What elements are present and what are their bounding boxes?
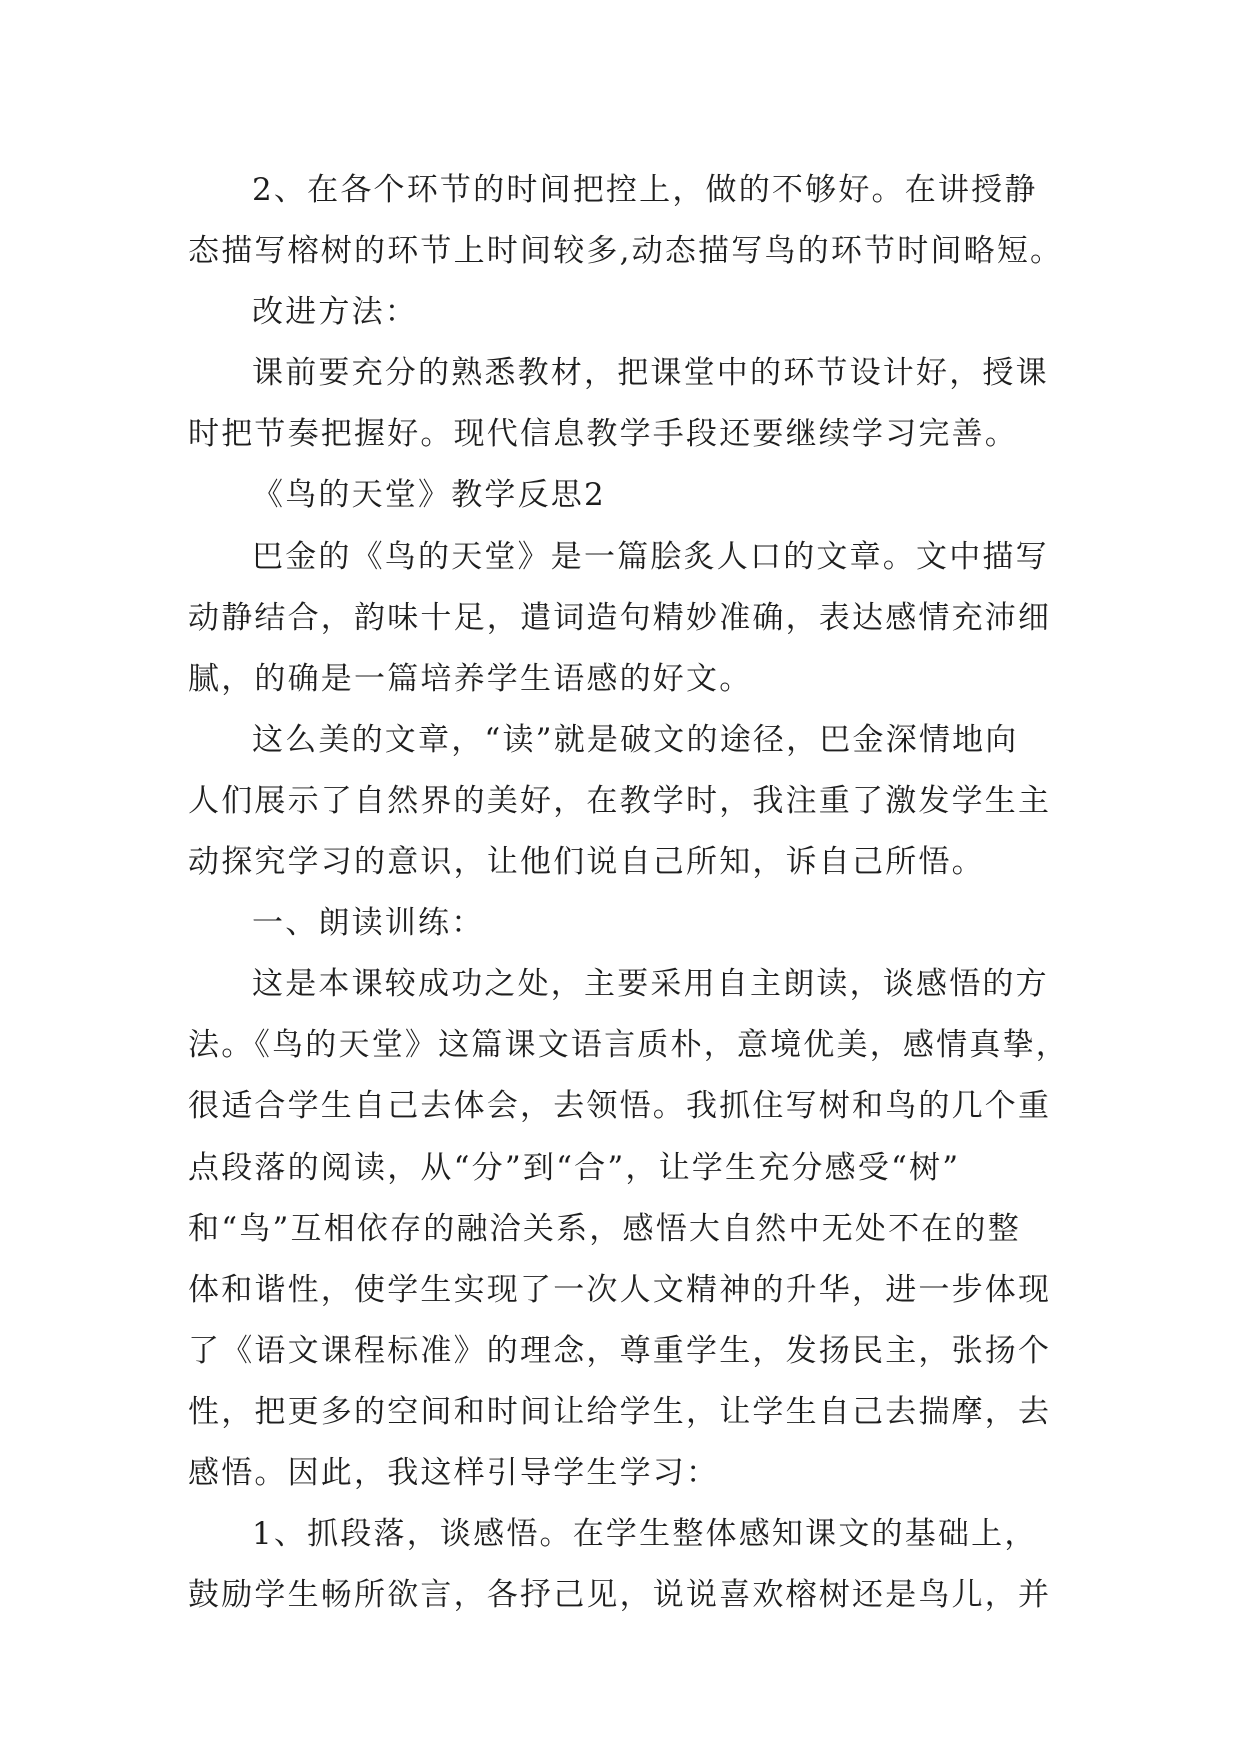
text-line: 了《语文课程标准》的理念，尊重学生，发扬民主，张扬个 xyxy=(188,1332,1052,1369)
section-title: 《鸟的天堂》教学反思2 xyxy=(252,477,606,514)
text-line: 体和谐性，使学生实现了一次人文精神的升华，进一步体现 xyxy=(188,1271,1052,1308)
text-line: 很适合学生自己去体会，去领悟。我抓住写树和鸟的几个重 xyxy=(188,1088,1052,1125)
text-line: 法。《鸟的天堂》这篇课文语言质朴，意境优美，感情真挚， xyxy=(188,1027,1069,1064)
text-line: 2、在各个环节的时间把控上，做的不够好。在讲授静 xyxy=(252,172,1038,208)
text-line: 性，把更多的空间和时间让给学生，让学生自己去揣摩，去 xyxy=(188,1393,1052,1430)
text-line: 课前要充分的熟悉教材，把课堂中的环节设计好，授课 xyxy=(252,355,1049,392)
text-line: 人们展示了自然界的美好，在教学时，我注重了激发学生主 xyxy=(188,782,1052,819)
text-line: 这是本课较成功之处，主要采用自主朗读，谈感悟的方 xyxy=(252,966,1049,1003)
text-line: 巴金的《鸟的天堂》是一篇脍炙人口的文章。文中描写 xyxy=(252,538,1049,575)
text-line: 点段落的阅读，从“分”到“合”，让学生充分感受“树” xyxy=(188,1149,961,1186)
text-line: 改进方法： xyxy=(252,294,418,331)
text-line: 动探究学习的意识，让他们说自己所知，诉自己所悟。 xyxy=(188,844,985,881)
text-line: 动静结合，韵味十足，遣词造句精妙准确，表达感情充沛细 xyxy=(188,599,1052,636)
text-line: 1、抓段落，谈感悟。在学生整体感知课文的基础上， xyxy=(252,1516,1038,1553)
text-line: 时把节奏把握好。现代信息教学手段还要继续学习完善。 xyxy=(188,416,1018,453)
text-line: 腻，的确是一篇培养学生语感的好文。 xyxy=(188,660,753,697)
section-heading: 一、朗读训练： xyxy=(252,905,485,942)
text-line: 这么美的文章，“读”就是破文的途径，巴金深情地向 xyxy=(252,721,1019,758)
text-line: 鼓励学生畅所欲言，各抒己见，说说喜欢榕树还是鸟儿，并 xyxy=(188,1577,1052,1614)
text-line: 和“鸟”互相依存的融洽关系，感悟大自然中无处不在的整 xyxy=(188,1210,1021,1247)
text-line: 态描写榕树的环节上时间较多,动态描写鸟的环节时间略短。 xyxy=(188,233,1064,270)
document-body xyxy=(188,160,1069,1626)
text-line: 感悟。因此，我这样引导学生学习： xyxy=(188,1454,720,1491)
